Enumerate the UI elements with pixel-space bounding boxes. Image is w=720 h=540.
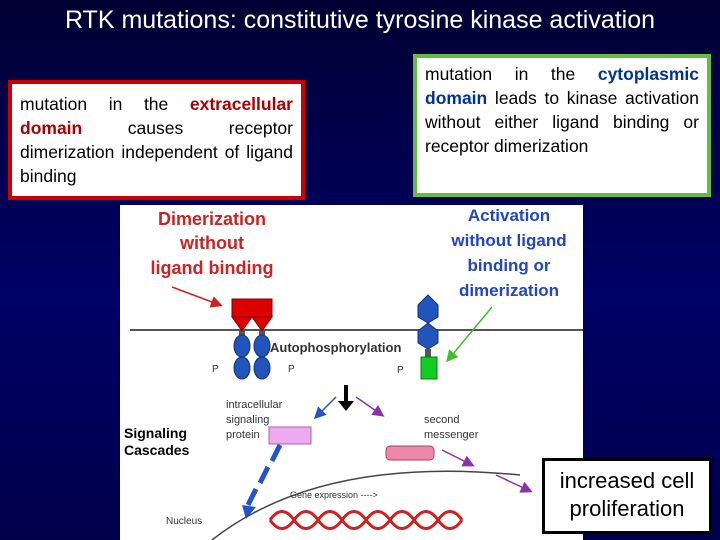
extracellular-mutation-box [8, 80, 305, 200]
intracellular-label-1: intracellular [226, 399, 283, 411]
rtk-diagram [120, 205, 583, 540]
increased-proliferation-box: increased cell proliferation [542, 458, 712, 534]
blue-receptor-mutant [418, 295, 438, 379]
activation-arrow [448, 307, 492, 360]
central-down-arrow [338, 385, 354, 411]
gene-expression-label: Gene expression ----> [290, 490, 378, 500]
dimerization-label-3: ligand binding [150, 258, 274, 278]
second-messenger-label-2: messenger [424, 429, 479, 441]
left-box-text-post: causes receptor dimerization independent of ligand binding [20, 118, 293, 186]
p-label-right: P [288, 364, 295, 375]
messenger-arrow-2 [442, 450, 472, 465]
signaling-label-2: Cascades [124, 442, 190, 458]
right-box-highlight: cytoplasmic domain [425, 64, 699, 108]
cytoplasmic-mutation-box [413, 54, 711, 197]
messenger-arrow-3 [496, 475, 530, 491]
second-messenger-shape [386, 446, 434, 460]
second-messenger-label-1: second [424, 414, 460, 426]
messenger-arrow [356, 397, 382, 415]
rtk-signaling-figure [120, 205, 583, 540]
p-label-mutant: P [397, 365, 404, 376]
activation-label-1: Activation [467, 206, 551, 225]
dimerization-label-1: Dimerization [157, 209, 267, 229]
dimerization-arrow [172, 287, 220, 305]
left-box-highlight: extracellular domain [20, 94, 293, 138]
intracellular-label-3: protein [226, 429, 260, 441]
p-label-left: P [212, 364, 219, 375]
red-receptor-dimer [232, 299, 272, 379]
nucleus-label: Nucleus [166, 516, 203, 527]
intracellular-label-2: signaling [226, 414, 270, 426]
left-box-text-pre: mutation in the [20, 94, 190, 114]
activation-label-4: dimerization [458, 281, 560, 300]
intracellular-protein [269, 427, 311, 444]
signal-arrow-left [316, 397, 336, 417]
activation-label-3: binding or [467, 256, 551, 275]
slide-title: RTK mutations: constitutive tyrosine kinase activation [64, 6, 656, 34]
signaling-label-1: Signaling [124, 425, 187, 441]
activation-label-2: without ligand [451, 231, 567, 250]
cascade-arrows [248, 445, 280, 505]
autophosphorylation-label: Autophosphorylation [270, 340, 402, 355]
dimerization-label-2: without [180, 233, 244, 253]
right-box-text-pre: mutation in the [425, 64, 598, 84]
right-box-text-post: leads to kinase activation without either ligand binding or receptor dimerization [425, 88, 699, 156]
